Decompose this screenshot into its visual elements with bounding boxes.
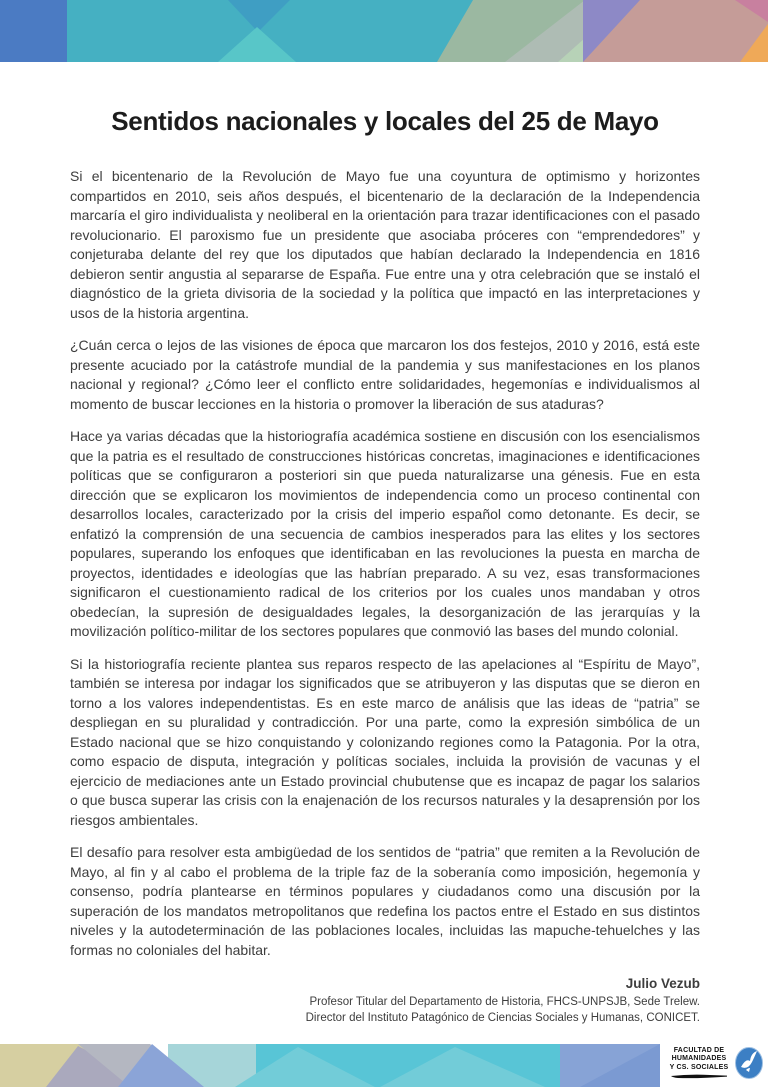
author-role-1: Profesor Titular del Departamento de Historia, FHCS-UNPSJB, Sede Trelew. <box>309 996 700 1008</box>
author-block <box>70 976 700 1026</box>
article-paragraph-4: Si la historiografía reciente plantea sus reparos respecto de las apelaciones al “Espíritu de Mayo”, también se interesa por indagar los significados que se atribuyeron y las disputas que se dieron en torno a los valores independentistas. Es en este marco de análisis que las ideas de “patria” se despliegan en su pluralidad y contradicción. Por una parte, como la expresión simbólica de un Estado nacional que se hizo conquistando y colonizando regiones como la Patagonia. Por la otra, como espacio de disputa, integración y políticas sociales, incluida la provisión de vacunas y el ejercicio de mediaciones ante un Estado provincial chubutense que es incapaz de pagar los salarios o que busca superar las crisis con la enajenación de los recursos naturales y la desaprensión por los riesgos ambientales. <box>70 655 700 828</box>
page-title: Sentidos nacionales y locales del 25 de Mayo <box>111 106 659 136</box>
article <box>70 100 700 1026</box>
header-decoration <box>0 0 768 62</box>
article-paragraph-5: El desafío para resolver esta ambigüedad de los sentidos de “patria” que remiten a la Revolución de Mayo, al fin y al cabo el problema de la triple faz de la soberanía como imposición, hegemonía y consenso, podría plantearse en términos populares y ciudadanos como una discusión por la superación de los mandatos metropolitanos que redefina los pactos entre el Estado en sus distintos niveles y la autodeterminación de las poblaciones locales, incluidas las mapuche-tehuelches y las formas no coloniales del habitar. <box>70 844 700 958</box>
author-role-2: Director del Instituto Patagónico de Ciencias Sociales y Humanas, CONICET. <box>305 1012 700 1024</box>
author-name: Julio Vezub <box>625 976 700 991</box>
article-paragraph-3: Hace ya varias décadas que la historiografía académica sostiene en discusión con los esencialismos que la patria es el resultado de construcciones históricas concretas, imaginaciones e identificaciones políticas que se configuraron a posteriori sin que pueda naturalizarse una génesis. Fue en esta dirección que se explicaron los movimientos de independencia como un proceso continental con desarrollos locales, caracterizado por la crisis del imperio español como detonante. Es decir, se enfatizó la comprensión de una secuencia de cambios inesperados para las elites y los sectores populares, superando los enfoques que identificaban en las revoluciones la puesta en marcha de proyectos, identidades e ideologías que las habrían preparado. A su vez, esas transformaciones significaron el cuestionamiento radical de los criterios por los cuales unos mandaban y otros obedecían, la supresión de desigualdades legales, la desorganización de las jerarquías y la movilización político-militar de los sectores populares que conmovió las bases del mundo colonial. <box>70 428 700 639</box>
faculty-logo-text <box>667 1047 731 1080</box>
faculty-logo-line-1: FACULTAD DE <box>673 1046 725 1054</box>
faculty-logo-line-2: HUMANIDADES <box>671 1055 727 1063</box>
faculty-logo-line-3: Y CS. SOCIALES <box>669 1063 729 1071</box>
faculty-logo <box>660 1043 764 1083</box>
logo-underline-swoosh <box>670 1074 728 1079</box>
article-paragraph-2: ¿Cuán cerca o lejos de las visiones de época que marcaron los dos festejos, 2010 y 2016, está este presente acuciado por la catástrofe mundial de la pandemia y sus manifestaciones en los planos nacional y regional? ¿Cómo leer el conflicto entre solidaridades, hegemonías e individualismos al momento de buscar lecciones en la historia o promover la liberación de sus ataduras? <box>70 337 700 412</box>
footer-decoration <box>0 1044 768 1087</box>
article-paragraph-1: Si el bicentenario de la Revolución de Mayo fue una coyuntura de optimismo y horizontes compartidos en 2010, seis años después, el bicentenario de la declaración de la Independencia marcaría el giro individualista y neoliberal en la orientación para trazar identificaciones con el pasado revolucionario. El paroxismo fue un presidente que asociaba próceres con “emprendedores” y conjeturaba delante del rey que los diputados que habían declarado la Independencia en 1816 debieron sentir angustia al separarse de España. Fue entre una y otra celebración que se instaló el diagnóstico de la grieta divisoria de la sociedad y la política que impactó en las interpretaciones y usos de la historia argentina. <box>70 168 700 321</box>
albatross-bird-icon <box>734 1046 764 1080</box>
